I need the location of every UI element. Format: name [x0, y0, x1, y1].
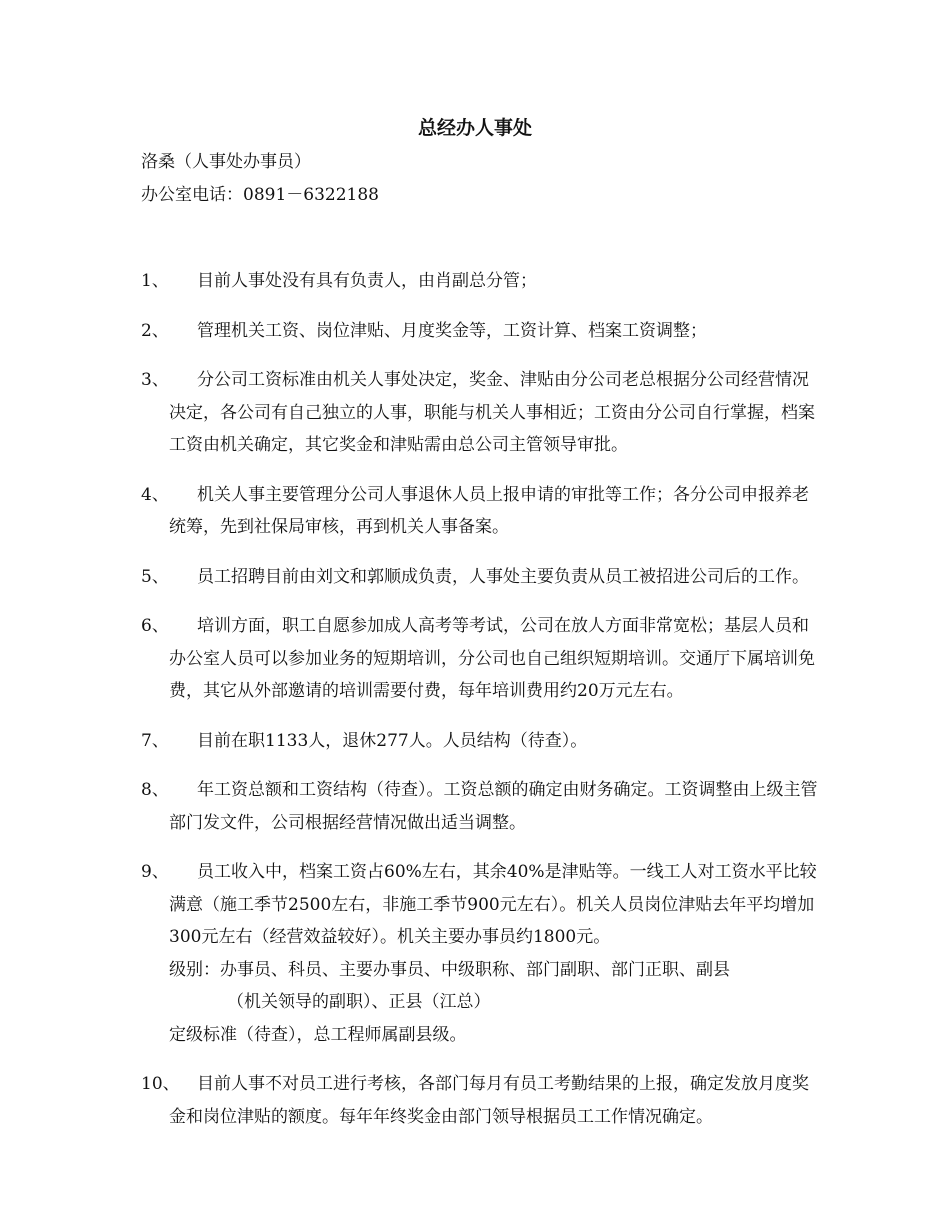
page-title: 总经办人事处	[417, 117, 532, 139]
item-text: 目前人事不对员工进行考核，各部门每月有员工考勤结果的上报，确定发放月度奖金和岗位津贴的额度。每年年终奖金由部门领导根据员工工作情况确定。	[169, 1074, 809, 1127]
list-item-7	[141, 725, 821, 758]
item-number: 3、	[141, 370, 169, 390]
levels-line-continued: （机关领导的副职）、正县（江总）	[227, 992, 491, 1012]
item-number: 2、	[141, 320, 169, 341]
item-text: 员工招聘目前由刘文和郭顺成负责，人事处主要负责从员工被招进公司后的工作。	[197, 566, 809, 587]
item-number: 8、	[141, 780, 169, 800]
item-number: 6、	[141, 616, 169, 636]
list-item-1	[141, 265, 821, 298]
item-number: 7、	[141, 730, 169, 751]
contact-person: 洛桑（人事处办事员）	[141, 152, 311, 172]
levels-line: 级别：办事员、科员、主要办事员、中级职称、部门副职、部门正职、副县	[169, 959, 730, 980]
item-number: 10、	[141, 1074, 180, 1094]
item-number: 5、	[141, 566, 169, 587]
item-text: 机关人事主要管理分公司人事退休人员上报申请的审批等工作；各分公司申报养老统筹，先到社保局审核，再到机关人事备案。	[169, 484, 809, 537]
list-item-8	[141, 774, 821, 839]
list-item-5	[141, 561, 821, 594]
item-number: 9、	[141, 862, 169, 882]
item-text: 目前在职1133人，退休277人。人员结构（待查）。	[197, 730, 588, 751]
list-item-6	[141, 610, 821, 708]
item-text: 分公司工资标准由机关人事处决定，奖金、津贴由分公司老总根据分公司经营情况决定，各公司有自己独立的人事，职能与机关人事相近；工资由分公司自行掌握，档案工资由机关确定，其它奖金和津贴需由总公司主管领导审批。	[169, 370, 815, 455]
list-item-4	[141, 479, 821, 544]
list-item-9	[141, 856, 821, 1051]
item-text: 员工收入中，档案工资占60%左右，其余40%是津贴等。一线工人对工资水平比较满意（施工季节2500左右，非施工季节900元左右）。机关人员岗位津贴去年平均增加300元左右（经营效益较好）。机关主要办事员约1800元。	[169, 862, 817, 947]
item-text: 培训方面，职工自愿参加成人高考等考试，公司在放人方面非常宽松；基层人员和办公室人员可以参加业务的短期培训，分公司也自己组织短期培训。交通厅下属培训免费，其它从外部邀请的培训需要付费，每年培训费用约20万元左右。	[169, 616, 815, 701]
office-phone: 办公室电话：0891－6322188	[141, 185, 379, 205]
list-item-2	[141, 315, 821, 348]
list-item-10	[141, 1068, 821, 1133]
item-text: 管理机关工资、岗位津贴、月度奖金等，工资计算、档案工资调整；	[197, 320, 707, 341]
item-number: 1、	[141, 271, 169, 291]
item-list	[141, 248, 821, 1150]
grading-note: 定级标准（待查），总工程师属副县级。	[169, 1024, 467, 1045]
list-item-3	[141, 364, 821, 462]
item-text: 目前人事处没有具有负责人，由肖副总分管；	[197, 271, 537, 291]
item-number: 4、	[141, 484, 169, 505]
item-text: 年工资总额和工资结构（待查）。工资总额的确定由财务确定。工资调整由上级主管部门发文件，公司根据经营情况做出适当调整。	[169, 780, 818, 833]
